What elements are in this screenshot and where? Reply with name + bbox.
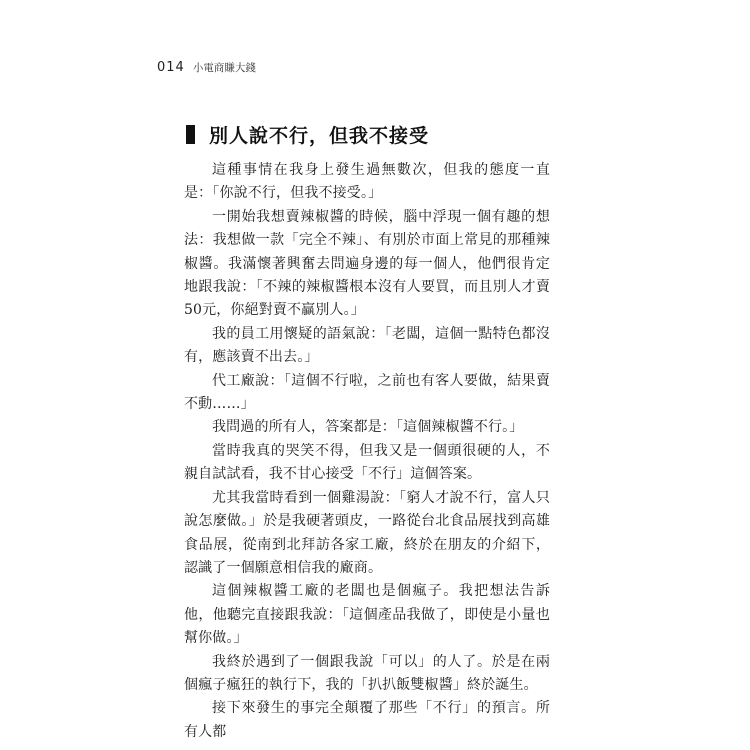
page-number: 014 xyxy=(157,60,185,75)
running-header xyxy=(157,60,256,75)
paragraph: 我問過的所有人，答案都是：「這個辣椒醬不行。」 xyxy=(212,419,524,436)
paragraph: 代工廠說：「這個不行啦，之前也有客人要做，結果賣不動……」 xyxy=(184,372,550,413)
paragraph: 這個辣椒醬工廠的老闆也是個瘋子。我把想法告訴他，他聽完直接跟我說：「這個產品我做了，即使是小量也幫你做。」 xyxy=(184,583,550,647)
paragraph: 接下來發生的事完全顛覆了那些「不行」的預言。所有人都 xyxy=(184,700,550,740)
section-heading xyxy=(186,121,429,148)
paragraph: 尤其我當時看到一個雞湯說：「窮人才說不行，富人只說怎麼做。」於是我硬著頭皮，一路從台北食品展找到高雄食品展，從南到北拜訪各家工廠，終於在朋友的介紹下，認識了一個願意相信我的廠商。 xyxy=(184,489,550,576)
paragraph: 我終於遇到了一個跟我說「可以」的人了。於是在兩個瘋子瘋狂的執行下，我的「扒扒飯雙椒醬」終於誕生。 xyxy=(184,653,550,693)
paragraph: 我的員工用懷疑的語氣說：「老闆，這個一點特色都沒有，應該賣不出去。」 xyxy=(184,325,550,366)
section-title: 別人說不行，但我不接受 xyxy=(209,125,430,147)
paragraph: 當時我真的哭笑不得，但我又是一個頭很硬的人，不親自試試看，我不甘心接受「不行」這個答案。 xyxy=(184,442,550,483)
heading-marker-bar xyxy=(186,125,195,144)
paragraph: 一開始我想賣辣椒醬的時候，腦中浮現一個有趣的想法：我想做一款「完全不辣」、有別於市面上常見的那種辣椒醬。我滿懷著興奮去問遍身邊的每一個人，他們很肯定地跟我說：「不辣的辣椒醬根本沒有人要買，而且別人才賣50元，你絕對賣不贏別人。」 xyxy=(184,208,550,319)
book-title: 小電商賺大錢 xyxy=(192,62,256,74)
paragraph: 這種事情在我身上發生過無數次，但我的態度一直是：「你說不行，但我不接受。」 xyxy=(184,162,550,202)
body-text xyxy=(184,159,550,744)
